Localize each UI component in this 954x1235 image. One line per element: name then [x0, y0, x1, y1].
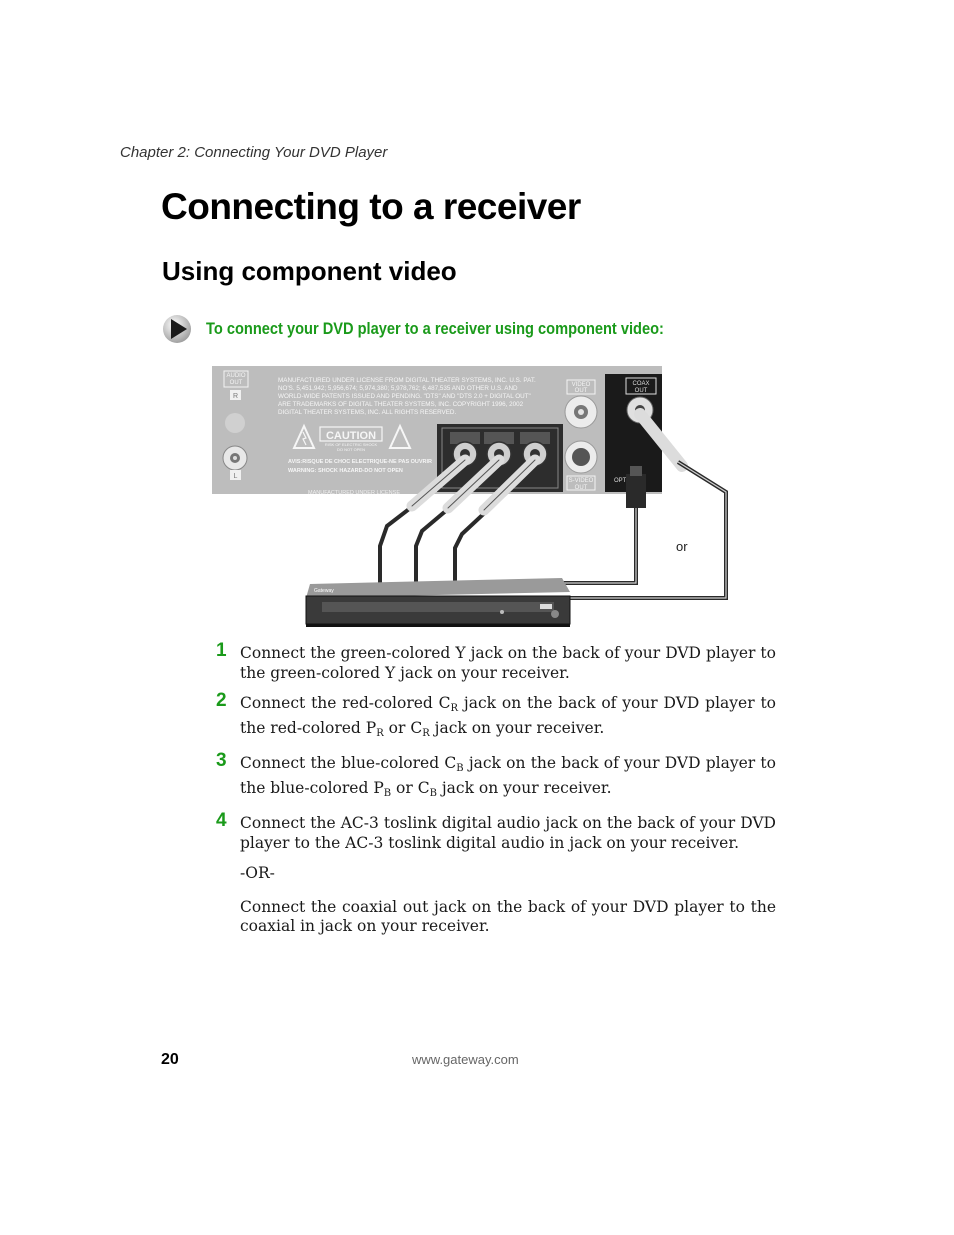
license-text-1: MANUFACTURED UNDER LICENSE FROM DIGITAL THEATER SYSTEMS, INC. U.S. PAT.	[278, 377, 536, 384]
svideo-out-label-2: OUT	[574, 485, 588, 491]
subscript: R	[450, 703, 459, 714]
license-text-3: WORLD-WIDE PATENTS ISSUED AND PENDING. "DTS" AND "DTS 2.0 + DIGITAL OUT"	[278, 393, 531, 400]
subscript: B	[383, 787, 392, 799]
coax-out-label-2: OUT	[634, 388, 648, 394]
step-number: 1	[216, 640, 227, 661]
or-label: or	[676, 539, 688, 554]
audio-r-label: R	[232, 393, 239, 400]
step-text: jack on your receiver.	[429, 718, 605, 737]
step-text: jack on your receiver.	[436, 778, 612, 797]
step-2	[216, 690, 777, 743]
step-number: 4	[216, 810, 227, 831]
audio-l-label: L	[233, 473, 238, 480]
step-text: jack on the back of your DVD player to the red-colored P	[240, 694, 777, 737]
audio-out-label-2: OUT	[229, 380, 243, 386]
video-out-label-2: OUT	[574, 388, 588, 394]
receiver-brand: Gateway	[314, 588, 334, 594]
step-number: 2	[216, 690, 227, 711]
caution-sub-1: RISK OF ELECTRIC SHOCK	[324, 442, 378, 447]
video-out-label-1: VIDEO	[571, 382, 591, 388]
step-text: Connect the blue-colored C	[240, 754, 457, 772]
caution-sub-2: DO NOT OPEN	[337, 447, 365, 452]
receiver-top	[306, 578, 570, 598]
footer-url[interactable]: www.gateway.com	[412, 1052, 519, 1067]
section-title: Using component video	[162, 256, 457, 286]
page-number: 20	[161, 1051, 179, 1068]
subscript: R	[422, 727, 430, 739]
step-text: Connect the red-colored C	[240, 694, 451, 712]
step-text: jack on the back of your DVD player to the blue-colored P	[240, 754, 776, 797]
step-text: or C	[391, 778, 430, 797]
subscript: B	[429, 787, 437, 799]
chapter-header: Chapter 2: Connecting Your DVD Player	[120, 144, 388, 161]
step-list	[216, 640, 777, 951]
procedure-title: To connect your DVD player to a receiver using component video:	[206, 319, 664, 338]
step-text: Connect the AC-3 toslink digital audio jack on the back of your DVD player to the AC-3 toslink digital audio in jack on your receiver.	[240, 814, 776, 852]
caution-label: CAUTION	[325, 430, 377, 442]
step-1	[216, 640, 776, 683]
subscript: B	[456, 763, 464, 774]
avis-text: AVIS:RISQUE DE CHOC ELECTRIQUE-NE PAS OUVRIR	[288, 459, 433, 465]
step-number: 3	[216, 750, 227, 771]
step-text: Connect the green-colored Y jack on the back of your DVD player to the green-colored Y jack on your receiver.	[240, 644, 776, 682]
audio-out-label-1: AUDIO	[226, 373, 246, 379]
alternate-step: Connect the coaxial out jack on the back of your DVD player to the coaxial in jack on your receiver.	[240, 897, 776, 935]
optical-label: OPT	[614, 478, 627, 484]
subscript: R	[376, 727, 384, 739]
step-text: or C	[383, 718, 423, 737]
play-arrow-icon	[162, 314, 192, 344]
step-3	[216, 750, 776, 803]
coax-out-label-1: COAX	[632, 381, 650, 387]
bottom-license-text: MANUFACTURED UNDER LICENSE	[308, 490, 400, 496]
or-separator: -OR-	[240, 864, 275, 882]
license-text-5: DIGITAL THEATER SYSTEMS, INC. ALL RIGHTS RESERVED.	[278, 409, 457, 416]
warning-text: WARNING: SHOCK HAZARD-DO NOT OPEN	[288, 468, 403, 474]
procedure-heading	[162, 314, 782, 348]
audio-r-jack	[225, 413, 245, 433]
svideo-out-label-1: S-VIDEO	[568, 478, 594, 484]
license-text-4: ARE TRADEMARKS OF DIGITAL THEATER SYSTEMS, INC. COPYRIGHT 1996, 2002	[278, 401, 524, 408]
license-text-2: NO'S. 5,451,942; 5,956,674; 5,974,380; 5,978,762; 6,487,535 AND OTHER U.S. AND	[278, 385, 518, 392]
page-title: Connecting to a receiver	[161, 186, 581, 227]
step-4	[216, 810, 776, 853]
connection-diagram	[212, 366, 732, 628]
